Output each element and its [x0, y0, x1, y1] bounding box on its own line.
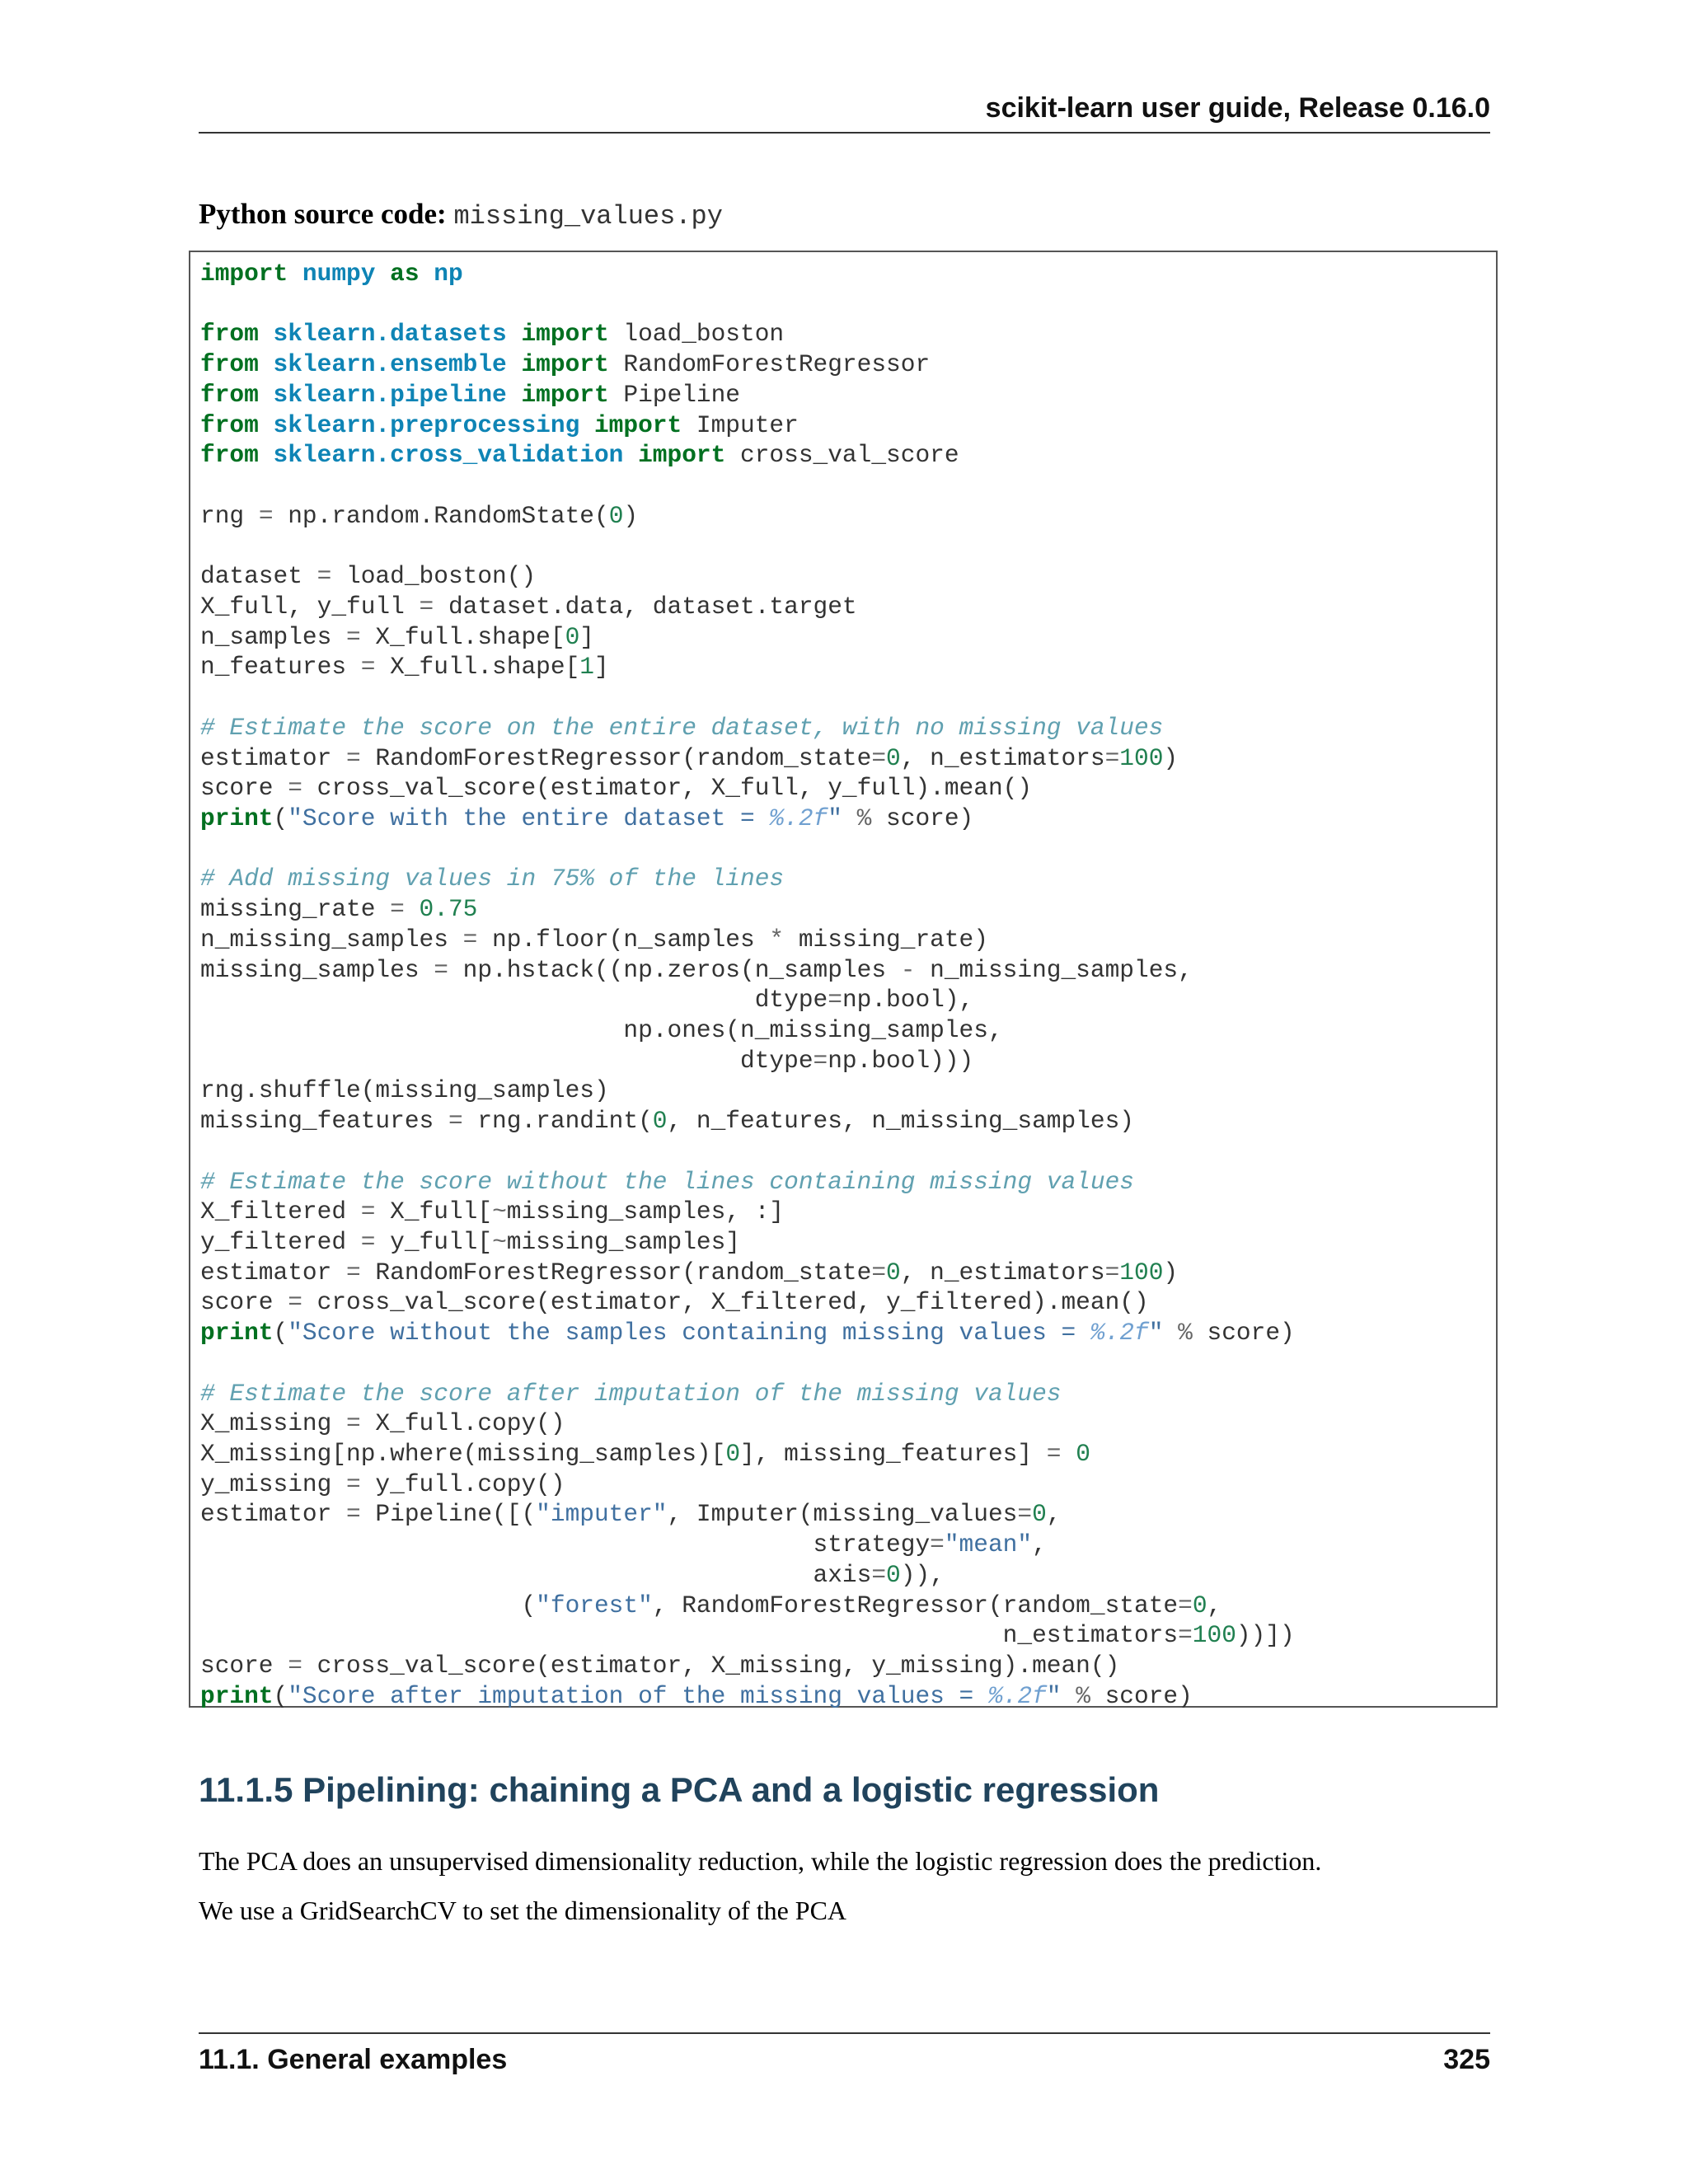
code-token: = [813, 1046, 828, 1075]
code-line [200, 1380, 1061, 1408]
code-token: = [448, 1107, 463, 1136]
section-heading: 11.1.5 Pipelining: chaining a PCA and a logistic regression [199, 1770, 1160, 1809]
code-token: sklearn.preprocessing [273, 410, 580, 439]
code-token [259, 350, 274, 378]
code-token [507, 320, 522, 348]
code-token: 0.75 [419, 895, 478, 924]
code-token: 100 [1119, 1258, 1164, 1286]
code-line [200, 1561, 945, 1589]
paragraph-pca: The PCA does an unsupervised dimensionality reduction, while the logistic regression does the prediction. [199, 1846, 1322, 1876]
code-token: missing_rate) [784, 925, 988, 954]
code-token: rng.shuffle(missing_samples) [200, 1076, 609, 1105]
code-listing [200, 259, 1295, 1712]
code-line [200, 1197, 784, 1226]
code-token: , [1046, 1500, 1062, 1529]
code-token: import [521, 320, 609, 349]
code-line [200, 1470, 565, 1498]
code-token: X_full.shape[ [360, 622, 565, 651]
code-token: score [200, 1288, 288, 1317]
code-token: , Imputer(missing_values [667, 1500, 1018, 1529]
code-token: = [346, 743, 361, 772]
code-line [200, 1621, 1295, 1649]
code-token: y_missing [200, 1469, 347, 1498]
code-token: dataset.data, dataset.target [434, 592, 857, 621]
code-line [200, 1591, 1221, 1619]
code-token: = [360, 1197, 376, 1226]
code-token: import [521, 350, 609, 379]
code-token: n_missing_samples, [915, 955, 1193, 984]
page-header [199, 92, 1490, 134]
code-token: = [1104, 743, 1120, 772]
code-token [579, 411, 594, 439]
code-token: = [871, 1560, 887, 1589]
code-line [200, 1409, 565, 1437]
code-token: sklearn.datasets [273, 320, 507, 349]
code-line [200, 895, 477, 923]
code-line [200, 1107, 1134, 1135]
code-line [200, 623, 594, 651]
code-token: estimator [200, 743, 347, 772]
code-token: "Score with the entire dataset = [288, 804, 770, 832]
code-token: = [930, 1530, 945, 1559]
code-token: 100 [1192, 1621, 1236, 1650]
source-filename: missing_values.py [453, 201, 723, 232]
code-line [200, 865, 784, 893]
code-token: load_boston [608, 320, 785, 349]
code-line [200, 320, 784, 348]
code-token: 0 [886, 1258, 901, 1286]
code-token: 1 [579, 653, 594, 682]
code-token: score) [1192, 1319, 1295, 1347]
code-token: np.ones(n_missing_samples, [200, 1015, 1003, 1044]
code-token: Imputer [682, 410, 799, 439]
code-token: = [288, 774, 302, 803]
source-label: Python source code: [199, 198, 447, 230]
code-token: from [200, 441, 259, 470]
code-token: score) [871, 804, 974, 832]
code-line [200, 1440, 1090, 1468]
code-token: X_full[ [375, 1197, 493, 1226]
code-token: " [1148, 1319, 1164, 1347]
code-token: rng.randint( [462, 1107, 653, 1136]
code-token [375, 260, 390, 288]
code-token: cross_val_score(estimator, X_missing, y_missing).mean() [302, 1652, 1120, 1680]
code-line [200, 804, 973, 832]
code-token: np.hstack((np.zeros(n_samples [448, 955, 901, 984]
code-token: 0 [886, 743, 901, 772]
code-line [200, 1228, 740, 1256]
code-token: X_full.shape[ [375, 653, 580, 682]
code-token: RandomForestRegressor(random_state [360, 1258, 872, 1286]
code-line [200, 411, 799, 439]
code-token: ] [593, 653, 609, 682]
code-token: %.2f [1090, 1319, 1149, 1347]
code-token: as [390, 260, 420, 288]
code-line [200, 502, 638, 530]
code-token: import [521, 380, 609, 409]
code-token: = [346, 1258, 361, 1286]
code-token: "imputer" [536, 1500, 668, 1529]
code-token: RandomForestRegressor [608, 350, 931, 379]
code-token: np.bool))) [828, 1046, 974, 1075]
code-token [623, 441, 638, 469]
code-token: = [346, 1409, 361, 1438]
code-token: # Estimate the score after imputation of the missing values [200, 1379, 1062, 1408]
code-token: ) [1163, 1258, 1179, 1286]
code-token: ], missing_features] [740, 1440, 1047, 1469]
code-token: Pipeline([( [360, 1500, 537, 1529]
code-token: # Estimate the score without the lines containing missing values [200, 1167, 1134, 1196]
code-line [200, 593, 857, 621]
code-token: , n_estimators [900, 1258, 1105, 1286]
code-token: dtype [200, 1046, 814, 1075]
code-line [200, 774, 1032, 802]
code-token: " [828, 804, 842, 832]
code-line [200, 1016, 1003, 1044]
page-footer [199, 2032, 1490, 2083]
code-token: print [200, 804, 274, 832]
code-token [1061, 1682, 1076, 1710]
code-token: strategy [200, 1530, 931, 1559]
code-token: , RandomForestRegressor(random_state [652, 1591, 1179, 1619]
code-token: = [288, 1288, 302, 1317]
code-token: n_samples [200, 622, 347, 651]
code-token: = [390, 895, 405, 924]
code-line [200, 1682, 1193, 1710]
code-line [200, 381, 740, 409]
code-token: = [434, 955, 448, 984]
code-token: ( [200, 1591, 537, 1619]
code-token: 0 [1076, 1440, 1090, 1469]
code-token: numpy [302, 260, 376, 288]
code-token: ( [273, 1319, 288, 1347]
code-token: cross_val_score [725, 441, 959, 470]
code-token: np.random.RandomState( [273, 501, 609, 530]
code-token [259, 381, 274, 409]
code-token: missing_rate [200, 895, 391, 924]
code-token: y_full.copy() [360, 1469, 565, 1498]
code-token [405, 895, 420, 923]
code-token: y_filtered [200, 1228, 361, 1256]
code-token: % [1178, 1319, 1193, 1347]
code-token: from [200, 320, 259, 349]
code-token: missing_samples, :] [506, 1197, 785, 1226]
code-token: % [1076, 1681, 1090, 1710]
code-token: % [856, 804, 872, 832]
code-token: = [462, 925, 478, 954]
code-token: = [346, 622, 361, 651]
code-token: "mean" [944, 1530, 1033, 1559]
code-token: sklearn.ensemble [273, 350, 507, 379]
code-token: = [288, 1652, 302, 1680]
code-token: from [200, 410, 259, 439]
code-line [200, 1500, 1061, 1528]
code-token: np.floor(n_samples [477, 925, 770, 954]
code-line [200, 926, 988, 954]
code-token [507, 381, 522, 409]
code-token: = [316, 562, 332, 591]
code-token: import [638, 441, 726, 470]
code-token: 0 [725, 1440, 741, 1469]
code-token: missing_samples] [506, 1228, 741, 1256]
code-token: = [828, 986, 842, 1015]
code-token: print [200, 1681, 274, 1710]
code-token [259, 411, 274, 439]
code-line [200, 1288, 1149, 1316]
code-token: dtype [200, 986, 828, 1015]
code-token: from [200, 350, 259, 379]
code-token: X_missing [200, 1409, 347, 1438]
code-token: , n_features, n_missing_samples) [667, 1107, 1134, 1136]
code-line [200, 1076, 609, 1104]
code-token: axis [200, 1560, 872, 1589]
code-line [200, 986, 973, 1014]
code-token: ) [623, 501, 639, 530]
page-number: 325 [1443, 2044, 1490, 2075]
code-token: )), [900, 1560, 945, 1589]
code-token: "Score without the samples containing missing values = [288, 1319, 1090, 1347]
code-token [259, 441, 274, 469]
code-token: 0 [565, 622, 580, 651]
code-token: " [1046, 1681, 1062, 1710]
code-token: # Add missing values in 75% of the lines [200, 865, 785, 893]
code-token: ) [1163, 743, 1179, 772]
code-token: import [593, 410, 682, 439]
code-token: 0 [1032, 1500, 1047, 1529]
code-line [200, 562, 536, 590]
code-token: = [346, 1469, 361, 1498]
code-token: ] [579, 622, 594, 651]
code-token: = [258, 501, 274, 530]
code-token: = [360, 1228, 376, 1256]
code-token: # Estimate the score on the entire dataset, with no missing values [200, 713, 1164, 742]
code-token: np.bool), [842, 986, 974, 1015]
code-token: 0 [652, 1107, 668, 1136]
code-token: RandomForestRegressor(random_state [360, 743, 872, 772]
code-token: n_features [200, 653, 361, 682]
code-token: sklearn.pipeline [273, 380, 507, 409]
code-token: "forest" [536, 1591, 653, 1619]
code-token: X_full, y_full [200, 592, 420, 621]
code-token: missing_samples [200, 955, 434, 984]
code-line [200, 1530, 1047, 1558]
code-token: n_missing_samples [200, 925, 463, 954]
code-token: ( [273, 804, 288, 832]
code-token: cross_val_score(estimator, X_full, y_full).mean() [302, 774, 1033, 803]
code-token: ~ [492, 1228, 507, 1256]
code-line [200, 653, 609, 681]
code-token: missing_features [200, 1107, 448, 1136]
code-line [200, 956, 1193, 984]
code-line [200, 1258, 1178, 1286]
code-token: estimator [200, 1500, 347, 1529]
code-token: %.2f [987, 1681, 1047, 1710]
code-token: ))]) [1236, 1621, 1295, 1650]
code-token [420, 260, 434, 288]
code-token: "Score after imputation of the missing values = [288, 1681, 988, 1710]
code-token: score) [1090, 1681, 1193, 1710]
code-token: , n_estimators [900, 743, 1105, 772]
code-token: 100 [1119, 743, 1164, 772]
code-token: 0 [886, 1560, 901, 1589]
code-token: ~ [492, 1197, 507, 1226]
code-token: np [434, 260, 463, 288]
code-token: X_missing[np.where(missing_samples)[ [200, 1440, 726, 1469]
code-token: n_estimators [200, 1621, 1179, 1650]
code-token: = [1046, 1440, 1062, 1469]
code-token: X_filtered [200, 1197, 361, 1226]
code-line [200, 260, 463, 288]
code-token: Pipeline [608, 380, 741, 409]
code-token: rng [200, 501, 259, 530]
code-token: %.2f [769, 804, 828, 832]
code-token: = [1017, 1500, 1033, 1529]
code-token: from [200, 380, 259, 409]
code-token: = [1178, 1591, 1193, 1619]
code-token: cross_val_score(estimator, X_filtered, y_filtered).mean() [302, 1288, 1149, 1317]
code-token: import [200, 260, 288, 288]
code-token: dataset [200, 562, 317, 591]
code-token: , [1207, 1591, 1222, 1619]
code-token: - [900, 955, 916, 984]
code-token: * [769, 925, 785, 954]
code-token: = [419, 592, 434, 621]
code-token: = [346, 1500, 361, 1529]
code-token [1061, 1440, 1076, 1468]
code-token: score [200, 774, 288, 803]
code-token: , [1032, 1530, 1047, 1559]
header-title: scikit-learn user guide, Release 0.16.0 [985, 92, 1490, 124]
code-token: ( [273, 1681, 288, 1710]
code-token [288, 260, 302, 288]
code-line [200, 1652, 1119, 1680]
code-token [259, 320, 274, 348]
code-token: 0 [1192, 1591, 1207, 1619]
code-token: sklearn.cross_validation [273, 441, 624, 470]
code-block [189, 251, 1498, 1708]
code-token: print [200, 1319, 274, 1347]
code-line [200, 1168, 1134, 1196]
code-token [507, 350, 522, 378]
source-code-line [199, 198, 723, 232]
code-token: y_full[ [375, 1228, 493, 1256]
code-token: estimator [200, 1258, 347, 1286]
code-line [200, 1319, 1295, 1347]
code-token [1163, 1319, 1178, 1347]
code-line [200, 714, 1163, 742]
code-token: load_boston() [331, 562, 537, 591]
footer-section: 11.1. General examples [199, 2044, 508, 2075]
code-token: X_full.copy() [360, 1409, 565, 1438]
code-token: 0 [608, 501, 624, 530]
code-line [200, 744, 1178, 772]
code-token: = [360, 653, 376, 682]
code-token [842, 804, 857, 832]
code-line [200, 1047, 973, 1075]
paragraph-gridsearch: We use a GridSearchCV to set the dimensionality of the PCA [199, 1896, 847, 1925]
code-token: score [200, 1652, 288, 1680]
code-token: = [1178, 1621, 1193, 1650]
code-line [200, 441, 959, 469]
code-token: = [871, 1258, 887, 1286]
code-token: = [1104, 1258, 1120, 1286]
code-token: = [871, 743, 887, 772]
code-line [200, 350, 930, 378]
